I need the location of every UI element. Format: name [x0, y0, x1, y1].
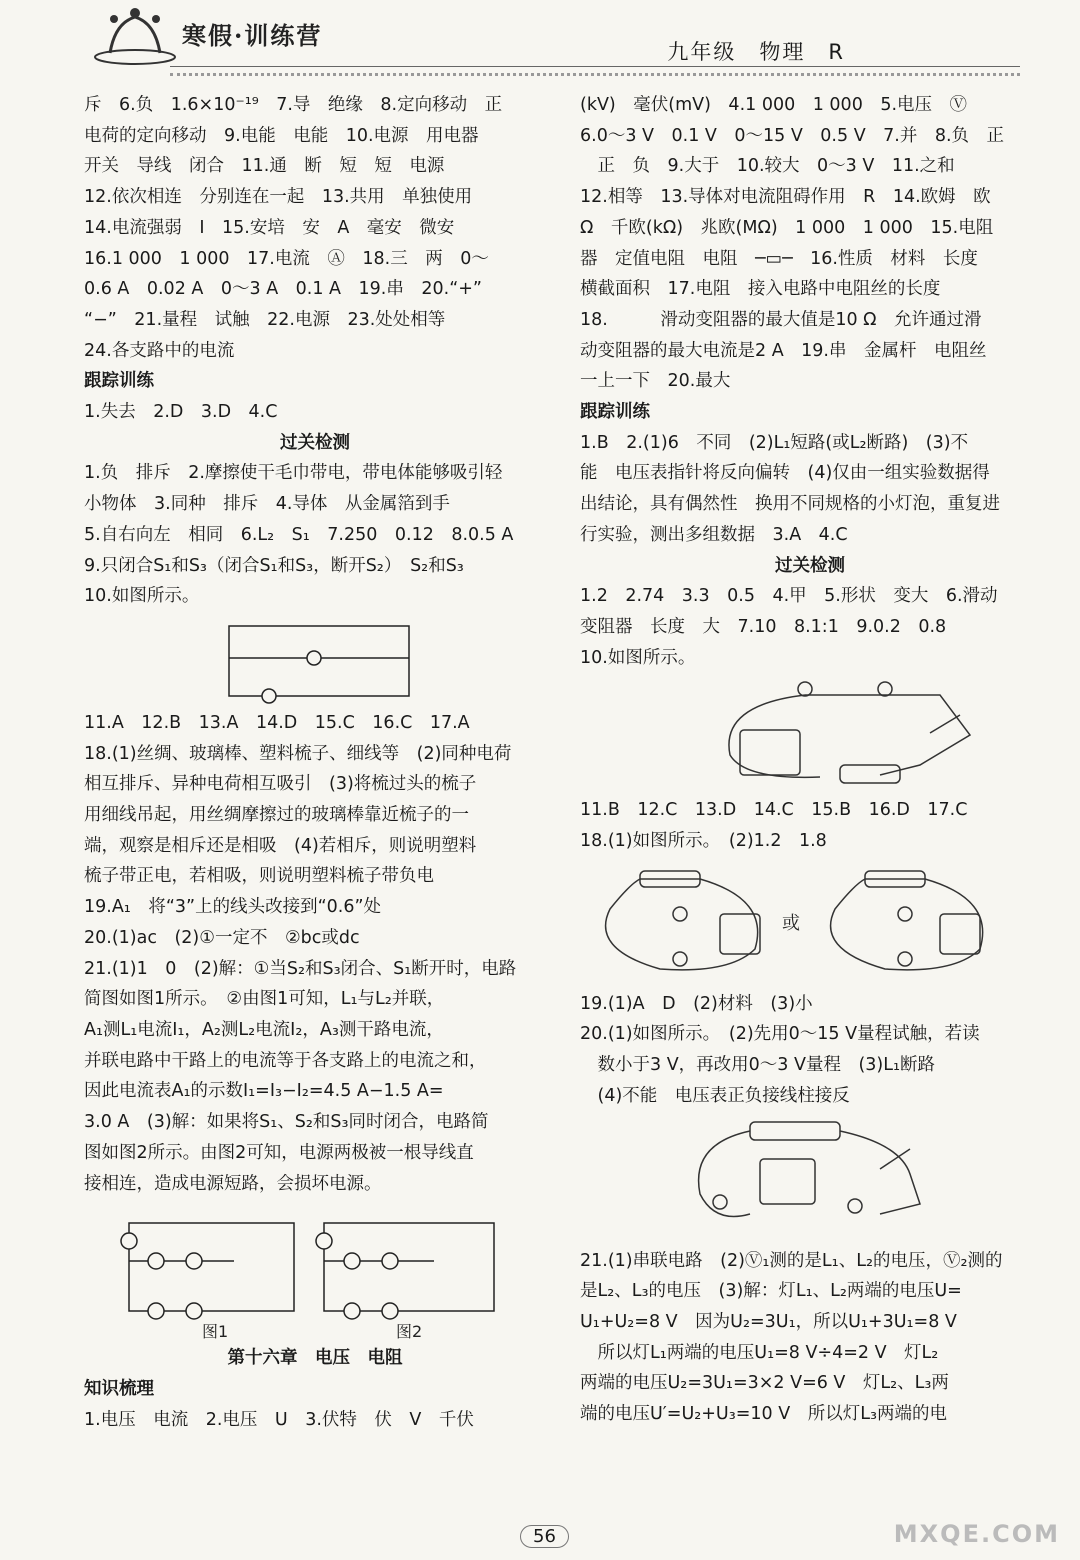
- answer-line: 行实验，测出多组数据 3.A 4.C: [580, 524, 848, 545]
- answer-line: 16.1 000 1 000 17.电流 Ⓐ 18.三 两 0～: [84, 248, 489, 269]
- answer-line: 出结论，具有偶然性 换用不同规格的小灯泡，重复进: [580, 494, 1000, 515]
- answer-line: 24.各支路中的电流: [84, 340, 235, 361]
- answer-line: (kV) 毫伏(mV) 4.1 000 1 000 5.电压 Ⓥ: [580, 95, 968, 115]
- answer-line: 相互排斥、异种电荷相互吸引 (3)将梳过头的梳子: [84, 774, 477, 795]
- answer-line: 18.(1)如图所示。 (2)1.2 1.8: [580, 831, 827, 852]
- answer-line: 用细线吊起，用丝绸摩擦过的玻璃棒靠近梳子的一: [84, 805, 469, 826]
- answer-line: 变阻器 长度 大 7.10 8.1:1 9.0.2 0.8: [580, 616, 947, 637]
- answer-line: 19.(1)A D (2)材料 (3)小: [580, 993, 813, 1014]
- answer-line: 简图如图1所示。 ②由图1可知，L₁与L₂并联，: [84, 989, 445, 1010]
- answer-line: 10.如图所示。: [580, 647, 696, 668]
- right-column: [580, 90, 1040, 1430]
- watermark: MXQE.COM: [893, 1520, 1060, 1548]
- answer-line: 两端的电压U₂=3U₁=3×2 V=6 V 灯L₂、L₃两: [580, 1373, 949, 1394]
- figure-1-label: 图1: [202, 1322, 229, 1342]
- answer-line: 1.B 2.(1)6 不同 (2)L₁短路(或L₂断路) (3)不: [580, 432, 969, 453]
- answer-line: 18.(1)丝绸、玻璃棒、塑料梳子、细线等 (2)同种电荷: [84, 743, 512, 764]
- answer-line: “−” 21.量程 试触 22.电源 23.处处相等: [84, 309, 446, 330]
- section-heading: 过关检测: [280, 432, 350, 453]
- answer-line: 5.自右向左 相同 6.L₂ S₁ 7.250 0.12 8.0.5 A: [84, 524, 514, 545]
- voltmeter-diagram: [580, 1114, 1020, 1244]
- wiring-diagram: [580, 675, 1020, 793]
- answer-line: 1.负 排斥 2.摩擦使干毛巾带电，带电体能够吸引轻: [84, 463, 503, 484]
- answer-line: 20.(1)ac (2)①一定不 ②bc或dc: [84, 927, 360, 948]
- answer-line: 梳子带正电，若相吸，则说明塑料梳子带负电: [84, 866, 434, 887]
- answer-line: 10.如图所示。: [84, 586, 200, 607]
- answer-line: 20.(1)如图所示。 (2)先用0～15 V量程试触，若读: [580, 1024, 980, 1045]
- answer-line: 11.A 12.B 13.A 14.D 15.C 16.C 17.A: [84, 712, 470, 733]
- answer-line: 6.0～3 V 0.1 V 0～15 V 0.5 V 7.并 8.负 正: [580, 125, 1005, 146]
- answer-line: 11.B 12.C 13.D 14.C 15.B 16.D 17.C: [580, 800, 968, 821]
- answer-line: 图如图2所示。由图2可知，电源两极被一根导线直: [84, 1142, 474, 1163]
- logo-icon: [90, 5, 180, 67]
- circuit-figures: [84, 1201, 524, 1341]
- answer-line: 一上一下 20.最大: [580, 371, 731, 392]
- page-number: 56: [520, 1525, 569, 1548]
- figure-2-label: 图2: [396, 1322, 423, 1342]
- grade-subject: 九年级 物理 R: [667, 40, 845, 64]
- page-header: [0, 0, 1080, 80]
- answer-line: 接相连，造成电源短路，会损坏电源。: [84, 1173, 382, 1194]
- answer-line: 18. 滑动变阻器的最大值是10 Ω 允许通过滑: [580, 309, 982, 330]
- header-divider: [170, 66, 1020, 76]
- answer-line: 横截面积 17.电阻 接入电路中电阻丝的长度: [580, 279, 941, 300]
- section-heading: 知识梳理: [84, 1378, 154, 1399]
- answer-line: (4)不能 电压表正负接线柱接反: [580, 1085, 850, 1106]
- answer-line: 斥 6.负 1.6×10⁻¹⁹ 7.导 绝缘 8.定向移动 正: [84, 95, 503, 115]
- answer-line: 因此电流表A₁的示数I₁=I₃−I₂=4.5 A−1.5 A=: [84, 1081, 444, 1102]
- answer-line: 19.A₁ 将“3”上的线头改接到“0.6”处: [84, 897, 382, 918]
- chapter-title: 第十六章 电压 电阻: [227, 1348, 403, 1369]
- answer-line: 3.0 A (3)解：如果将S₁、S₂和S₃同时闭合，电路简: [84, 1112, 489, 1133]
- answer-line: 动变阻器的最大电流是2 A 19.串 金属杆 电阻丝: [580, 340, 987, 361]
- circuit-diagram: [84, 614, 524, 706]
- answer-line: 数小于3 V，再改用0～3 V量程 (3)L₁断路: [580, 1055, 936, 1076]
- answer-line: U₁+U₂=8 V 因为U₂=3U₁，所以U₁+3U₁=8 V: [580, 1311, 957, 1332]
- answer-line: Ω 千欧(kΩ) 兆欧(MΩ) 1 000 1 000 15.电阻: [580, 217, 994, 238]
- answer-line: 14.电流强弱 I 15.安培 安 A 毫安 微安: [84, 217, 455, 238]
- answer-line: 0.6 A 0.02 A 0～3 A 0.1 A 19.串 20.“+”: [84, 279, 482, 300]
- brand-title: 寒假·训练营: [182, 21, 323, 50]
- answer-line: 9.只闭合S₁和S₃（闭合S₁和S₃，断开S₂） S₂和S₃: [84, 555, 464, 576]
- answer-line: 12.依次相连 分别连在一起 13.共用 单独使用: [84, 187, 473, 208]
- answer-line: 并联电路中干路上的电流等于各支路上的电流之和，: [84, 1050, 487, 1071]
- answer-line: 21.(1)1 0 (2)解：①当S₂和S₃闭合、S₁断开时，电路: [84, 958, 517, 979]
- answer-line: 端，观察是相斥还是相吸 (4)若相斥，则说明塑料: [84, 835, 477, 856]
- left-column: [84, 90, 546, 1435]
- answer-line: 21.(1)串联电路 (2)Ⓥ₁测的是L₁、L₂的电压，Ⓥ₂测的: [580, 1250, 1003, 1271]
- answer-line: 1.失去 2.D 3.D 4.C: [84, 402, 278, 423]
- or-label: 或: [782, 912, 800, 934]
- answer-line: 小物体 3.同种 排斥 4.导体 从金属箔到手: [84, 494, 450, 515]
- answer-line: 器 定值电阻 电阻 ─▭─ 16.性质 材料 长度: [580, 248, 978, 269]
- answer-line: 电荷的定向移动 9.电能 电能 10.电源 用电器: [84, 125, 479, 146]
- section-heading: 跟踪训练: [84, 371, 154, 392]
- answer-line: 1.2 2.74 3.3 0.5 4.甲 5.形状 变大 6.滑动: [580, 586, 998, 607]
- answer-line: 开关 导线 闭合 11.通 断 短 短 电源: [84, 156, 445, 177]
- answer-line: 1.电压 电流 2.电压 U 3.伏特 伏 V 千伏: [84, 1409, 474, 1430]
- section-heading: 跟踪训练: [580, 402, 650, 423]
- answer-line: 12.相等 13.导体对电流阻碍作用 R 14.欧姆 欧: [580, 187, 991, 208]
- answer-line: A₁测L₁电流I₁，A₂测L₂电流I₂，A₃测干路电流，: [84, 1019, 444, 1040]
- answer-line: 是L₂、L₃的电压 (3)解：灯L₁、L₂两端的电压U=: [580, 1281, 962, 1302]
- wiring-diagram-pair: [580, 859, 1020, 987]
- answer-line: 能 电压表指针将反向偏转 (4)仅由一组实验数据得: [580, 463, 990, 484]
- answer-line: 正 负 9.大于 10.较大 0～3 V 11.之和: [580, 156, 955, 177]
- answer-line: 端的电压U′=U₂+U₃=10 V 所以灯L₃两端的电: [580, 1404, 947, 1425]
- answer-line: 所以灯L₁两端的电压U₁=8 V÷4=2 V 灯L₂: [580, 1342, 939, 1363]
- section-heading: 过关检测: [775, 555, 845, 576]
